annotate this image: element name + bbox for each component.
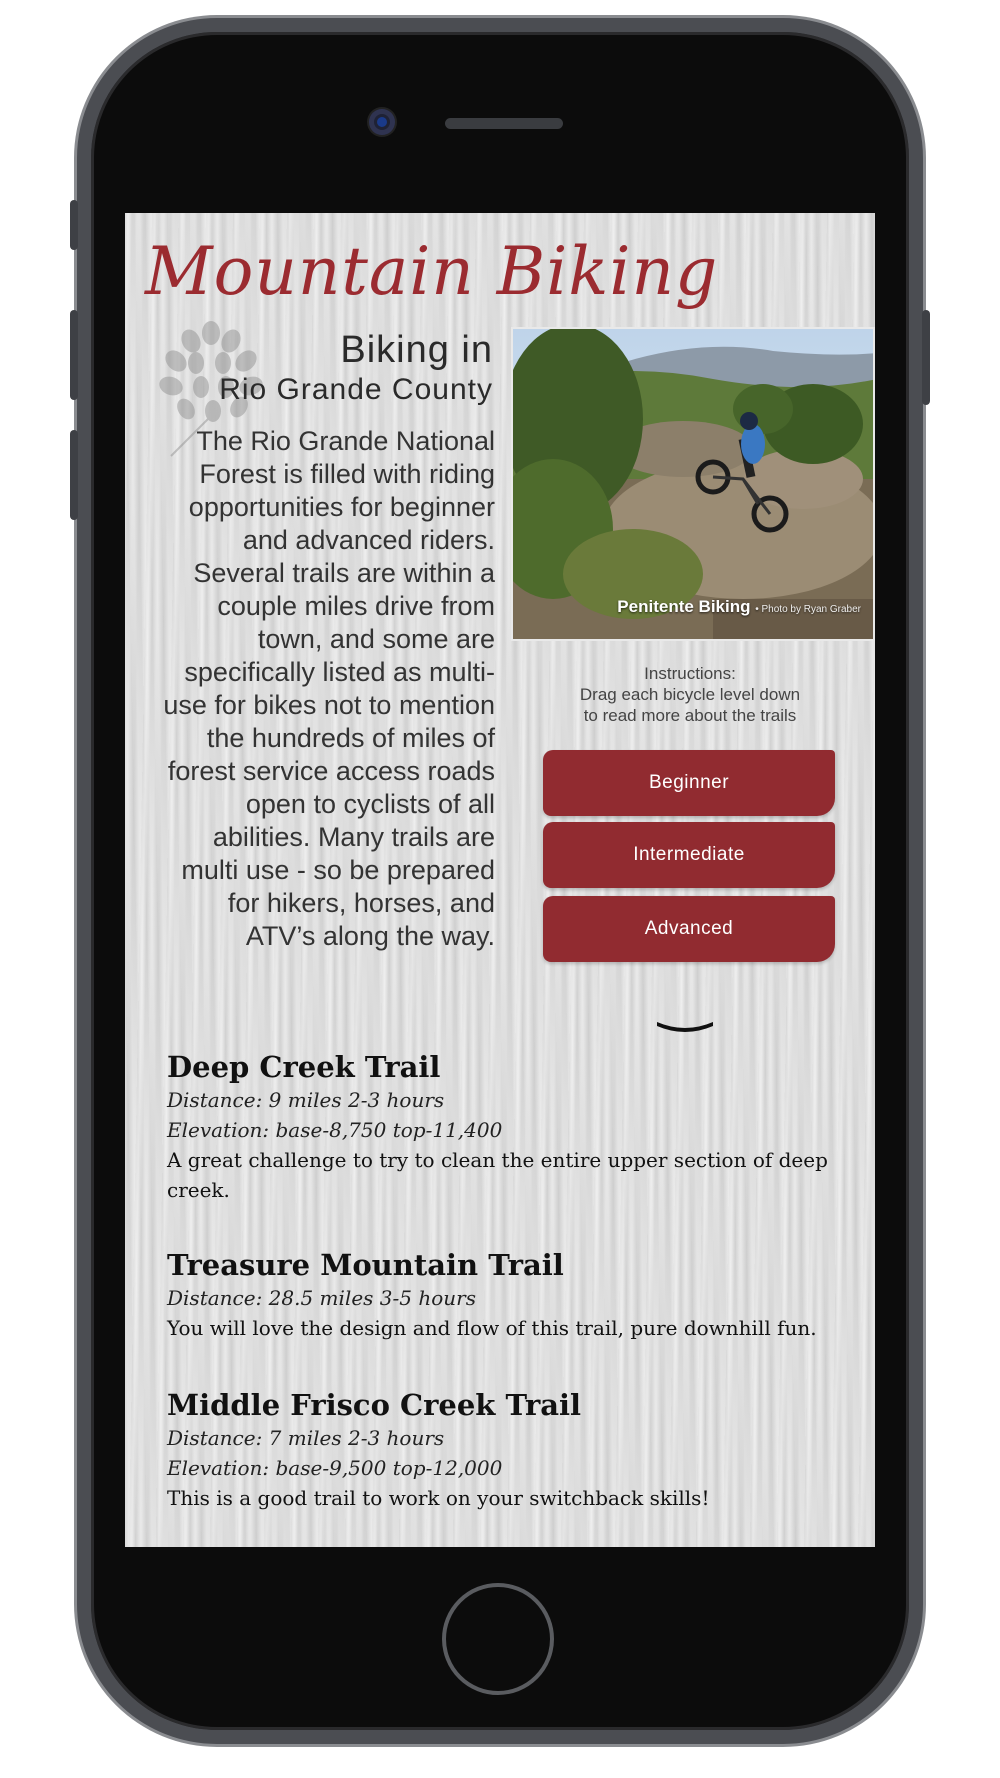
chevron-down-icon[interactable] <box>655 1018 715 1036</box>
subtitle-line2: Rio Grande County <box>219 373 493 406</box>
photo-caption <box>617 597 861 617</box>
photo-credit: • Photo by Ryan Graber <box>755 604 861 615</box>
biking-photo <box>511 327 875 641</box>
subtitle-line1: Biking in <box>340 329 493 371</box>
trail-distance: Distance: 28.5 miles 3-5 hours <box>167 1286 476 1310</box>
page-title: Mountain Biking <box>145 233 719 310</box>
trail-description: A great challenge to try to clean the entire upper section of deep creek. <box>167 1148 828 1202</box>
photo-caption-title: Penitente Biking <box>617 597 751 616</box>
instructions-line2: Drag each bicycle level down <box>579 685 801 704</box>
trail-description: This is a good trail to work on your switchback skills! <box>167 1486 710 1510</box>
beginner-level-button[interactable]: Beginner <box>543 750 835 816</box>
trail-deep-creek <box>167 1049 847 1205</box>
mute-switch <box>70 200 78 250</box>
trail-distance: Distance: 9 miles 2-3 hours <box>167 1088 445 1112</box>
instructions-line3: to read more about the trails <box>583 706 797 725</box>
trail-name: Middle Frisco Creek Trail <box>167 1388 582 1422</box>
volume-down-button <box>70 430 78 520</box>
power-button <box>922 310 930 405</box>
biking-photo-image <box>513 329 875 641</box>
advanced-level-button[interactable]: Advanced <box>543 896 835 962</box>
trail-name: Deep Creek Trail <box>167 1050 441 1084</box>
trail-name: Treasure Mountain Trail <box>167 1248 564 1282</box>
trail-elevation: Elevation: base-8,750 top-11,400 <box>167 1118 503 1142</box>
trail-middle-frisco-creek <box>167 1387 847 1513</box>
home-button[interactable] <box>442 1583 554 1695</box>
trail-distance: Distance: 7 miles 2-3 hours <box>167 1426 445 1450</box>
volume-up-button <box>70 310 78 400</box>
instructions <box>535 663 845 726</box>
trail-treasure-mountain <box>167 1247 847 1343</box>
front-camera <box>369 109 395 135</box>
instructions-heading: Instructions: <box>644 664 736 683</box>
page-subtitle <box>219 329 493 409</box>
intro-paragraph: The Rio Grande National Forest is filled with riding opportunities for beginner and advanced riders. Several trails are within a couple miles drive from town, and some are specifically listed as multi-use for bikes not to mention the hundreds of miles of forest service access roads open to cyclists of all abilities. Many trails are multi use - so be prepared for hikers, horses, and ATV’s along the way. <box>163 426 495 951</box>
trail-elevation: Elevation: base-9,500 top-12,000 <box>167 1456 503 1480</box>
intermediate-level-button[interactable]: Intermediate <box>543 822 835 888</box>
app-screen <box>125 213 875 1547</box>
earpiece-speaker <box>445 118 563 129</box>
trail-description: You will love the design and flow of this trail, pure downhill fun. <box>167 1316 817 1340</box>
